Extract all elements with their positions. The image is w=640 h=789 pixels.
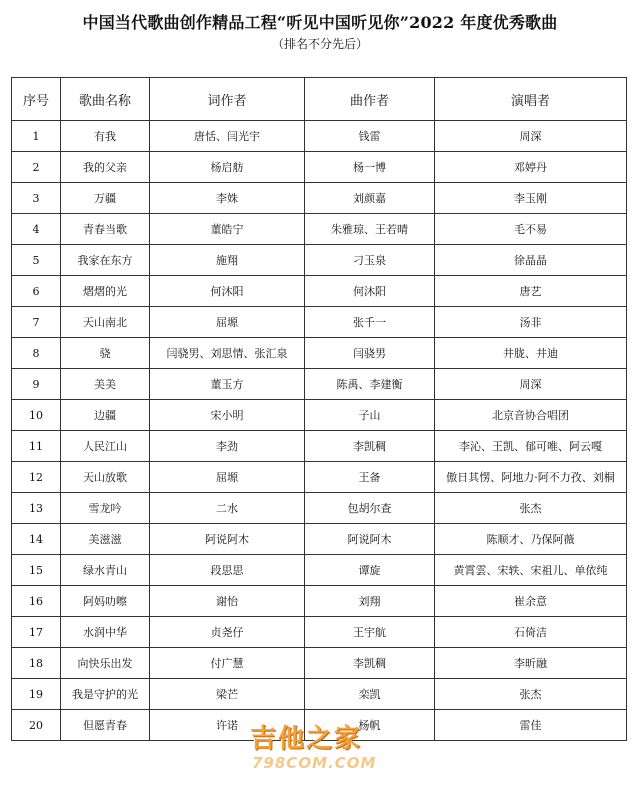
cell-composer: 刘颜嘉 [305,183,435,214]
cell-song-name: 我家在东方 [61,245,150,276]
cell-composer: 谭旋 [305,555,435,586]
cell-lyricist: 屈塬 [150,462,305,493]
table-row [12,462,627,493]
cell-song-name: 美滋滋 [61,524,150,555]
cell-singer: 崔余意 [435,586,627,617]
cell-lyricist: 谢怡 [150,586,305,617]
cell-song-name: 边疆 [61,400,150,431]
cell-singer: 井胧、井迪 [435,338,627,369]
cell-song-name: 阿妈叻嚓 [61,586,150,617]
cell-lyricist: 段思思 [150,555,305,586]
cell-singer: 徐晶晶 [435,245,627,276]
cell-lyricist: 董皓宁 [150,214,305,245]
table-header-row [12,78,627,121]
cell-lyricist: 贞尧仔 [150,617,305,648]
cell-song-name: 雪龙吟 [61,493,150,524]
cell-lyricist: 唐恬、闫光宇 [150,121,305,152]
cell-singer: 唐艺 [435,276,627,307]
table-row [12,555,627,586]
cell-singer: 李玉刚 [435,183,627,214]
cell-song-name: 青春当歌 [61,214,150,245]
cell-lyricist: 屈塬 [150,307,305,338]
cell-index: 19 [12,679,61,710]
cell-song-name: 天山南北 [61,307,150,338]
cell-lyricist: 阿说阿木 [150,524,305,555]
cell-lyricist: 李姝 [150,183,305,214]
cell-index: 1 [12,121,61,152]
cell-lyricist: 宋小明 [150,400,305,431]
cell-composer: 张千一 [305,307,435,338]
cell-composer: 阿说阿木 [305,524,435,555]
cell-singer: 李沁、王凯、郁可唯、阿云嘎 [435,431,627,462]
table-row [12,648,627,679]
col-header-singer: 演唱者 [435,78,627,121]
table-row [12,586,627,617]
cell-index: 9 [12,369,61,400]
table-row [12,183,627,214]
cell-song-name: 有我 [61,121,150,152]
table-row [12,152,627,183]
table-row [12,245,627,276]
table-row [12,400,627,431]
table-row [12,369,627,400]
cell-composer: 何沐阳 [305,276,435,307]
table-row [12,710,627,741]
cell-lyricist: 闫骁男、刘思情、张汇泉 [150,338,305,369]
cell-composer: 朱雅琼、王若晴 [305,214,435,245]
cell-index: 20 [12,710,61,741]
table-row [12,121,627,152]
cell-index: 13 [12,493,61,524]
cell-singer: 张杰 [435,493,627,524]
cell-composer: 杨帆 [305,710,435,741]
cell-song-name: 人民江山 [61,431,150,462]
table-row [12,431,627,462]
cell-composer: 王备 [305,462,435,493]
cell-song-name: 绿水青山 [61,555,150,586]
table-row [12,276,627,307]
cell-song-name: 向快乐出发 [61,648,150,679]
cell-singer: 周深 [435,369,627,400]
cell-lyricist: 二水 [150,493,305,524]
cell-singer: 汤非 [435,307,627,338]
cell-composer: 钱雷 [305,121,435,152]
cell-lyricist: 董玉方 [150,369,305,400]
cell-composer: 杨一博 [305,152,435,183]
table-row [12,524,627,555]
songs-table [11,77,627,741]
table-row [12,493,627,524]
cell-singer: 石倚洁 [435,617,627,648]
cell-song-name: 水润中华 [61,617,150,648]
cell-song-name: 熠熠的光 [61,276,150,307]
cell-song-name: 我的父亲 [61,152,150,183]
cell-composer: 陈禹、李建衡 [305,369,435,400]
col-header-lyricist: 词作者 [150,78,305,121]
cell-index: 5 [12,245,61,276]
cell-index: 8 [12,338,61,369]
cell-index: 10 [12,400,61,431]
cell-index: 16 [12,586,61,617]
cell-composer: 栾凯 [305,679,435,710]
cell-index: 15 [12,555,61,586]
cell-composer: 闫骁男 [305,338,435,369]
cell-singer: 雷佳 [435,710,627,741]
cell-index: 18 [12,648,61,679]
cell-composer: 包胡尔查 [305,493,435,524]
col-header-composer: 曲作者 [305,78,435,121]
cell-singer: 邓婷丹 [435,152,627,183]
cell-index: 4 [12,214,61,245]
watermark-main-text: 吉他之家 [250,724,363,754]
cell-singer: 毛不易 [435,214,627,245]
watermark-sub-text: 798COM.COM [252,754,377,772]
cell-song-name: 万疆 [61,183,150,214]
cell-singer: 傲日其愣、阿地力·阿不力孜、刘桐 [435,462,627,493]
cell-lyricist: 施翔 [150,245,305,276]
cell-composer: 李凯稠 [305,648,435,679]
cell-composer: 王宇航 [305,617,435,648]
table-row [12,617,627,648]
cell-composer: 子山 [305,400,435,431]
cell-index: 12 [12,462,61,493]
cell-song-name: 天山放歌 [61,462,150,493]
cell-composer: 刘翔 [305,586,435,617]
cell-index: 2 [12,152,61,183]
col-header-index: 序号 [12,78,61,121]
cell-song-name: 但愿青春 [61,710,150,741]
cell-index: 17 [12,617,61,648]
table-row [12,338,627,369]
cell-song-name: 我是守护的光 [61,679,150,710]
page-subtitle: （排名不分先后） [271,37,368,51]
cell-lyricist: 梁芒 [150,679,305,710]
cell-singer: 张杰 [435,679,627,710]
page-title: 中国当代歌曲创作精品工程“听见中国听见你”2022 年度优秀歌曲 [82,13,558,32]
cell-song-name: 美美 [61,369,150,400]
cell-composer: 刁玉泉 [305,245,435,276]
table-row [12,679,627,710]
cell-lyricist: 何沐阳 [150,276,305,307]
table-body [12,121,627,741]
cell-singer: 黄霄雲、宋轶、宋祖儿、单依纯 [435,555,627,586]
cell-lyricist: 杨启舫 [150,152,305,183]
cell-singer: 李昕融 [435,648,627,679]
cell-singer: 周深 [435,121,627,152]
cell-index: 3 [12,183,61,214]
cell-song-name: 骁 [61,338,150,369]
cell-singer: 北京音协合唱团 [435,400,627,431]
table-row [12,214,627,245]
table-row [12,307,627,338]
cell-lyricist: 李劲 [150,431,305,462]
col-header-song: 歌曲名称 [61,78,150,121]
cell-index: 7 [12,307,61,338]
cell-composer: 李凯稠 [305,431,435,462]
cell-index: 14 [12,524,61,555]
cell-singer: 陈顺才、乃保阿薇 [435,524,627,555]
cell-lyricist: 许诺 [150,710,305,741]
cell-index: 11 [12,431,61,462]
cell-lyricist: 付广慧 [150,648,305,679]
cell-index: 6 [12,276,61,307]
